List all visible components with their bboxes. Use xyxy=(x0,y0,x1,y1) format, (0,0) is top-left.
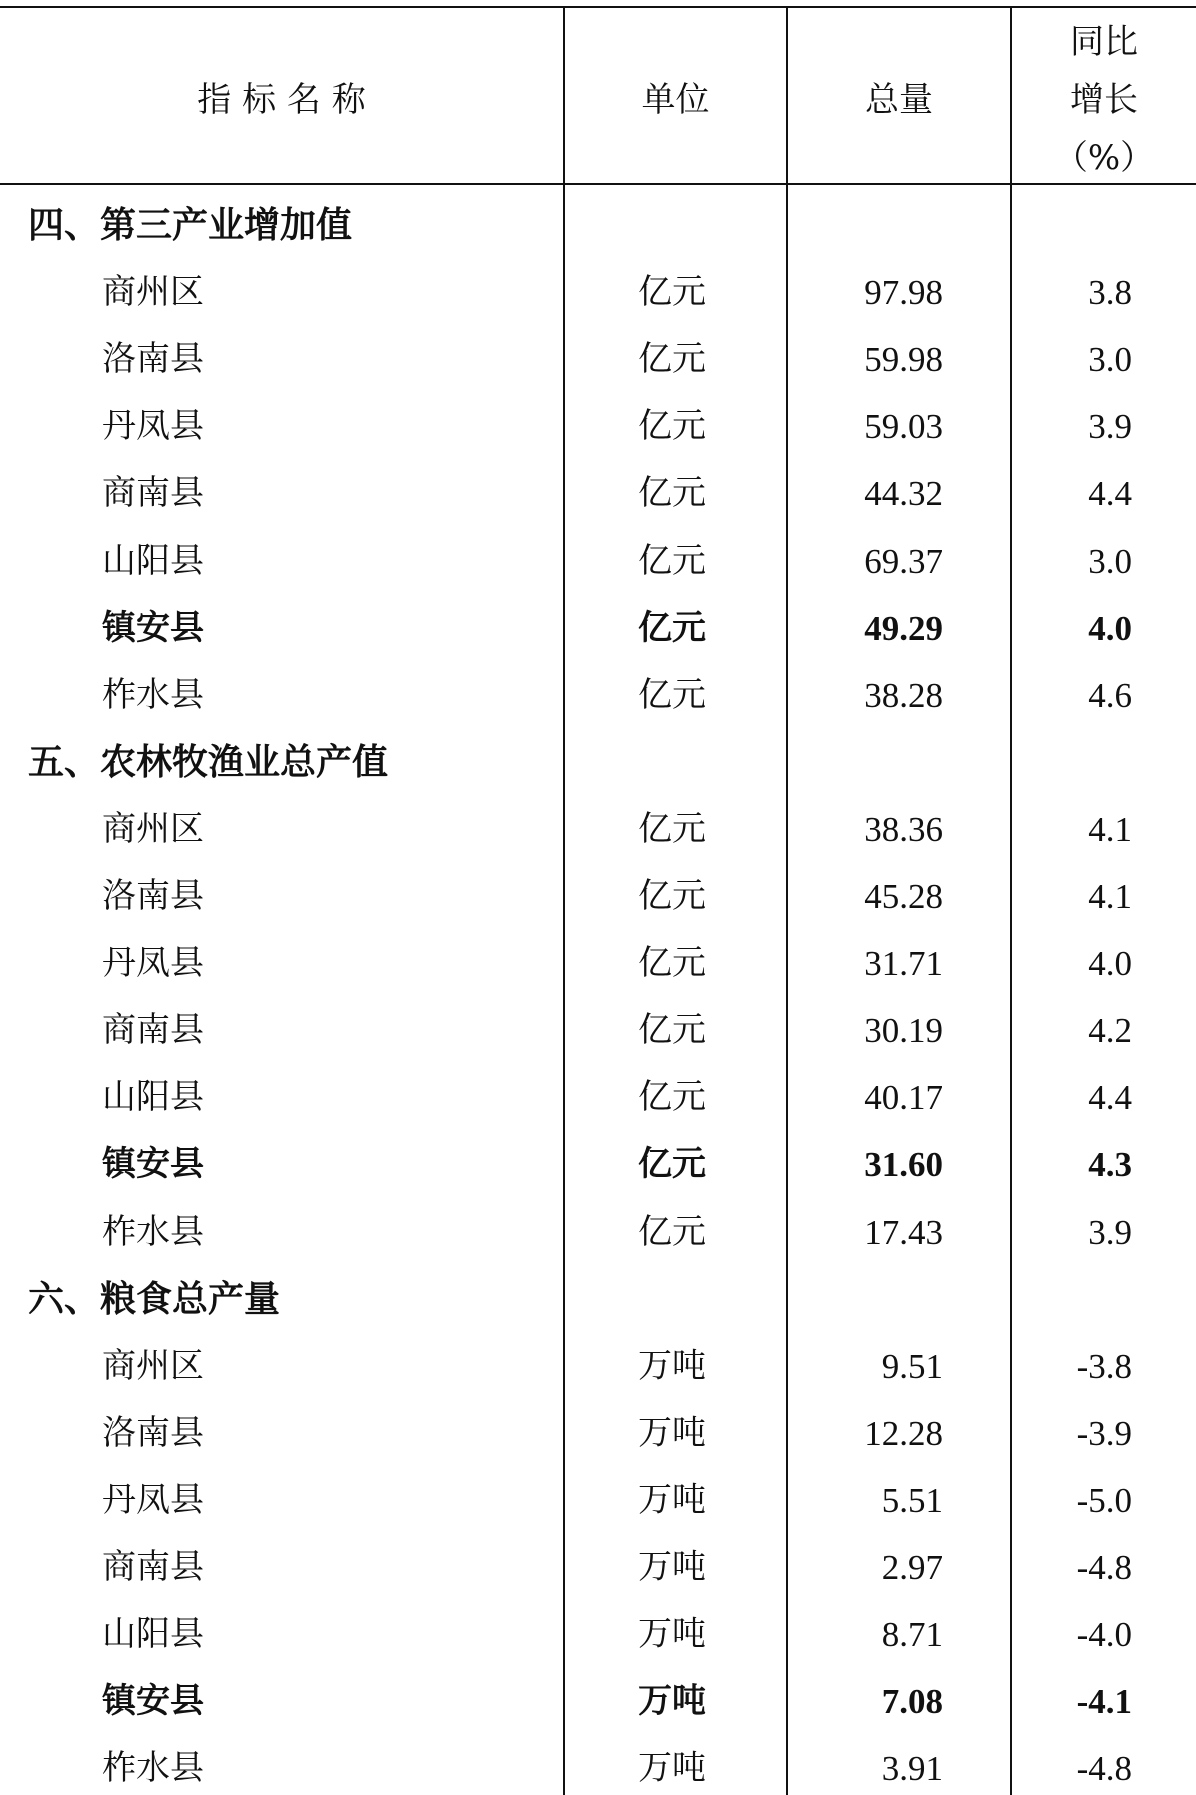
row-yoy: 3.0 xyxy=(1088,541,1132,581)
col-divider-total xyxy=(786,6,788,1795)
row-name: 商南县 xyxy=(102,1010,204,1051)
row-unit: 亿元 xyxy=(638,272,706,313)
row-total: 2.97 xyxy=(881,1548,943,1587)
row-name: 商南县 xyxy=(102,1547,204,1587)
row-yoy: 4.2 xyxy=(1088,1011,1132,1051)
row-name: 山阳县 xyxy=(102,1077,204,1118)
row-yoy: -4.1 xyxy=(1076,1682,1132,1722)
row-total: 49.29 xyxy=(864,608,943,648)
row-name: 山阳县 xyxy=(102,1614,204,1655)
row-name: 柞水县 xyxy=(102,1748,204,1789)
row-yoy: 4.0 xyxy=(1088,608,1132,648)
row-name: 洛南县 xyxy=(102,1412,204,1453)
row-yoy: 4.1 xyxy=(1088,809,1132,849)
row-total: 9.51 xyxy=(881,1346,943,1386)
col-divider-unit xyxy=(563,6,565,1795)
row-unit: 万吨 xyxy=(638,1748,706,1789)
row-total: 17.43 xyxy=(864,1212,943,1252)
row-unit: 亿元 xyxy=(638,1010,706,1051)
row-name: 洛南县 xyxy=(102,339,204,380)
row-yoy: 3.9 xyxy=(1088,1212,1132,1252)
row-unit: 万吨 xyxy=(638,1412,706,1453)
row-name: 柞水县 xyxy=(102,674,204,715)
row-total: 44.32 xyxy=(864,474,943,514)
section-title: 四、第三产业增加值 xyxy=(28,204,353,246)
row-total: 3.91 xyxy=(881,1749,943,1789)
row-unit: 亿元 xyxy=(638,876,706,916)
col-divider-yoy xyxy=(1010,6,1012,1795)
row-name: 山阳县 xyxy=(102,540,204,581)
row-total: 97.98 xyxy=(864,273,943,313)
row-yoy: 4.1 xyxy=(1088,877,1132,916)
row-yoy: 4.0 xyxy=(1088,944,1132,984)
header-yoy-line3: （%） xyxy=(1053,138,1155,178)
row-unit: 亿元 xyxy=(638,808,706,849)
row-name: 商南县 xyxy=(102,473,204,514)
row-total: 59.03 xyxy=(864,407,943,447)
row-total: 5.51 xyxy=(881,1480,943,1520)
row-total: 40.17 xyxy=(864,1078,943,1118)
row-yoy: 4.6 xyxy=(1088,675,1132,715)
row-yoy: 4.4 xyxy=(1088,474,1132,514)
row-unit: 万吨 xyxy=(638,1681,706,1722)
row-name: 镇安县 xyxy=(102,1144,204,1185)
row-unit: 万吨 xyxy=(638,1614,706,1655)
row-unit: 亿元 xyxy=(638,1144,706,1185)
header-yoy-line2: 增长 xyxy=(1070,80,1138,120)
row-total: 12.28 xyxy=(864,1413,943,1453)
row-unit: 亿元 xyxy=(638,406,706,447)
row-yoy: 4.3 xyxy=(1088,1145,1132,1185)
row-name: 镇安县 xyxy=(102,1681,204,1722)
table-top-border xyxy=(0,6,1196,8)
section-title: 六、粮食总产量 xyxy=(28,1277,281,1320)
row-unit: 亿元 xyxy=(638,1211,706,1252)
row-name: 商州区 xyxy=(102,272,204,313)
row-name: 镇安县 xyxy=(102,607,204,648)
row-total: 69.37 xyxy=(864,541,943,581)
row-total: 30.19 xyxy=(864,1011,943,1051)
row-yoy: 3.0 xyxy=(1088,340,1132,380)
row-unit: 亿元 xyxy=(638,339,706,380)
header-name: 指 标 名 称 xyxy=(197,80,366,120)
row-name: 丹凤县 xyxy=(102,943,204,984)
row-unit: 万吨 xyxy=(638,1345,706,1386)
row-unit: 亿元 xyxy=(638,473,706,514)
row-total: 59.98 xyxy=(864,340,943,380)
row-total: 8.71 xyxy=(881,1615,943,1655)
header-unit: 单位 xyxy=(641,80,710,120)
row-yoy: 4.4 xyxy=(1088,1078,1132,1118)
header-yoy-line1: 同比 xyxy=(1070,22,1138,62)
row-yoy: -5.0 xyxy=(1076,1480,1132,1520)
row-yoy: 3.9 xyxy=(1088,407,1132,447)
row-total: 7.08 xyxy=(881,1682,943,1722)
row-unit: 亿元 xyxy=(638,1077,706,1118)
row-unit: 亿元 xyxy=(638,540,706,581)
row-unit: 亿元 xyxy=(638,943,706,984)
row-name: 商州区 xyxy=(102,808,204,849)
row-name: 洛南县 xyxy=(102,876,204,916)
row-unit: 万吨 xyxy=(638,1547,706,1587)
row-unit: 亿元 xyxy=(638,607,706,648)
row-name: 丹凤县 xyxy=(102,1479,204,1520)
row-unit: 亿元 xyxy=(638,674,706,715)
row-total: 38.28 xyxy=(864,675,943,715)
header-bottom-border xyxy=(0,183,1196,185)
row-name: 柞水县 xyxy=(102,1211,204,1252)
row-yoy: -4.8 xyxy=(1076,1749,1132,1789)
row-yoy: -3.9 xyxy=(1076,1413,1132,1453)
row-yoy: 3.8 xyxy=(1088,273,1132,313)
section-title: 五、农林牧渔业总产值 xyxy=(28,740,389,783)
row-total: 31.60 xyxy=(864,1145,943,1185)
row-yoy: -3.8 xyxy=(1076,1346,1132,1386)
row-yoy: -4.8 xyxy=(1076,1548,1132,1587)
row-yoy: -4.0 xyxy=(1076,1615,1132,1655)
row-name: 商州区 xyxy=(102,1345,204,1386)
row-total: 45.28 xyxy=(864,877,943,916)
header-total: 总量 xyxy=(865,80,933,120)
row-name: 丹凤县 xyxy=(102,406,204,447)
row-total: 31.71 xyxy=(864,944,943,984)
row-unit: 万吨 xyxy=(638,1479,706,1520)
row-total: 38.36 xyxy=(864,809,943,849)
